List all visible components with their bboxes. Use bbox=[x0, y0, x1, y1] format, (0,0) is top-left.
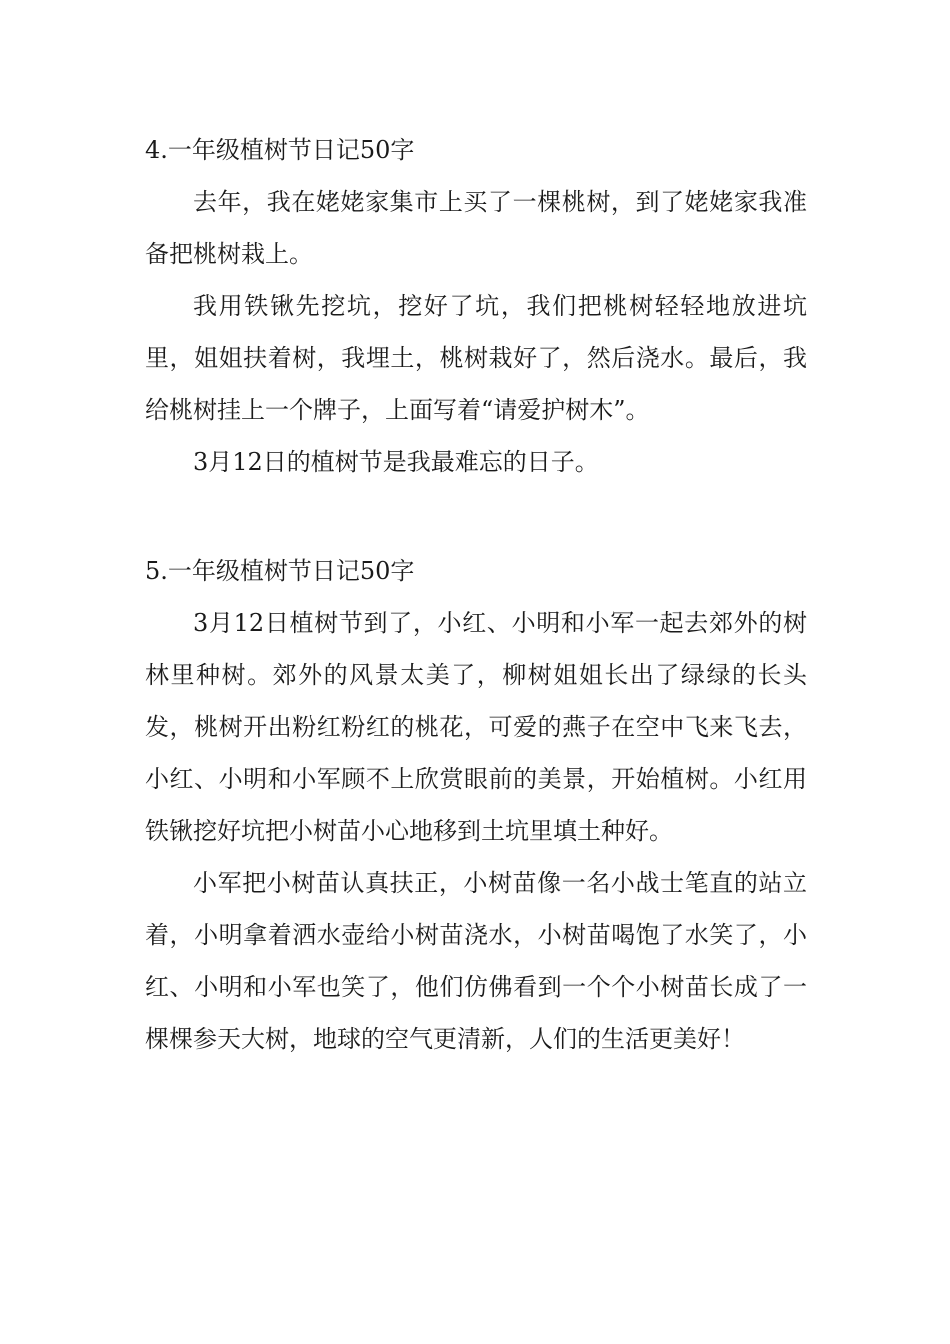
diary-section-5 bbox=[145, 545, 807, 1065]
section-heading: 4.一年级植树节日记50字 bbox=[145, 136, 415, 164]
paragraph: 去年，我在姥姥家集市上买了一棵桃树，到了姥姥家我准备把桃树栽上。 bbox=[145, 188, 807, 268]
paragraph: 我用铁锹先挖坑，挖好了坑，我们把桃树轻轻地放进坑里，姐姐扶着树，我埋土，桃树栽好了，然后浇水。最后，我给桃树挂上一个牌子，上面写着“请爱护树木”。 bbox=[145, 292, 807, 424]
section-heading: 5.一年级植树节日记50字 bbox=[145, 557, 415, 585]
document-body bbox=[145, 124, 807, 1065]
paragraph: 3月12日植树节到了，小红、小明和小军一起去郊外的树林里种树。郊外的风景太美了，柳树姐姐长出了绿绿的长头发，桃树开出粉红粉红的桃花，可爱的燕子在空中飞来飞去，小红、小明和小军顾不上欣赏眼前的美景，开始植树。小红用铁锹挖好坑把小树苗小心地移到土坑里填土种好。 bbox=[145, 609, 807, 845]
diary-section-4 bbox=[145, 124, 807, 488]
paragraph: 小军把小树苗认真扶正，小树苗像一名小战士笔直的站立着，小明拿着洒水壶给小树苗浇水，小树苗喝饱了水笑了，小红、小明和小军也笑了，他们仿佛看到一个个小树苗长成了一棵棵参天大树，地球的空气更清新，人们的生活更美好！ bbox=[145, 869, 807, 1053]
paragraph: 3月12日的植树节是我最难忘的日子。 bbox=[193, 448, 599, 476]
